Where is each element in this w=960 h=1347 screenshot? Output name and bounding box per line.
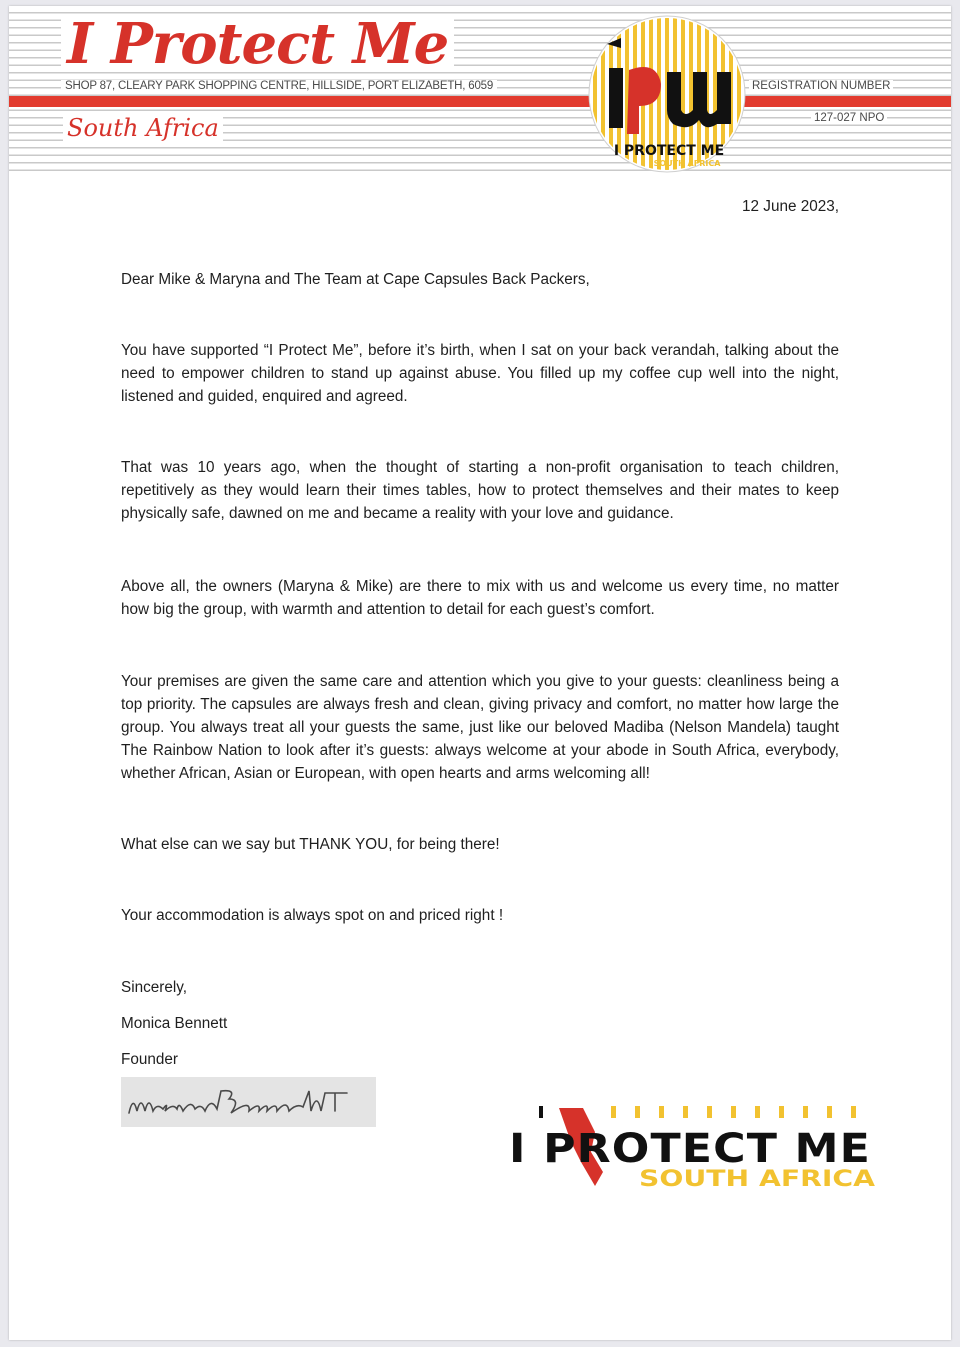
letterhead-red-band <box>9 96 951 107</box>
handwritten-signature <box>121 1077 376 1127</box>
registration-number: 127-027 NPO <box>811 112 887 124</box>
salutation: Dear Mike & Maryna and The Team at Cape Capsules Back Packers, <box>121 271 590 288</box>
paragraph-1: You have supported “I Protect Me”, before it’s birth, when I sat on your back verandah, talking about the need to empower children to stand up against abuse. You filled up my coffee cup well into the night, listened and guided, enquired and agreed. <box>121 342 839 405</box>
paragraph-2: That was 10 years ago, when the thought of starting a non-profit organisation to teach children, repetitively as they would learn their times tables, how to protect themselves and their mates to keep physically safe, dawned on me and became a reality with your love and guidance. <box>121 459 839 522</box>
paragraph-6: Your accommodation is always spot on and priced right ! <box>121 907 504 924</box>
signature-image <box>121 1077 376 1127</box>
ipm-footer-logo <box>499 1102 879 1192</box>
paragraph-4: Your premises are given the same care and attention which you give to your guests: cleanliness being a top priority. The capsules are always fresh and clean, giving privacy and comfort, no matter how large the group. You always treat all your guests the same, just like our beloved Madiba (Nelson Mandela) taught The Rainbow Nation to look after it’s guests: always welcome at your abode in South Africa, everybody, whether African, Asian or European, with open hearts and arms welcoming all! <box>121 673 839 782</box>
signer-title: Founder <box>121 1051 178 1068</box>
letter-page <box>9 6 951 1340</box>
footer-logo-sub: SOUTH AFRICA <box>639 1167 875 1192</box>
letterhead <box>9 6 951 176</box>
paragraph-5: What else can we say but THANK YOU, for being there! <box>121 836 500 853</box>
closing: Sincerely, <box>121 979 188 996</box>
registration-label: REGISTRATION NUMBER <box>749 80 893 92</box>
letterhead-address: SHOP 87, CLEARY PARK SHOPPING CENTRE, HILLSIDE, PORT ELIZABETH, 6059 <box>61 80 497 92</box>
country-script: South Africa <box>63 114 223 142</box>
seal-name: I PROTECT ME <box>613 143 725 159</box>
brand-script-title: I Protect Me <box>61 16 454 72</box>
footer-logo-name: I PROTECT ME <box>509 1126 871 1172</box>
letter-date: 12 June 2023, <box>742 198 839 215</box>
signer-name: Monica Bennett <box>121 1015 228 1032</box>
ipm-seal-logo <box>577 14 757 176</box>
paragraph-3: Above all, the owners (Maryna & Mike) are there to mix with us and welcome us every time, no matter how big the group, with warmth and attention to detail for each guest’s comfort. <box>121 578 839 618</box>
seal-sub: SOUTH AFRICA <box>653 159 721 168</box>
